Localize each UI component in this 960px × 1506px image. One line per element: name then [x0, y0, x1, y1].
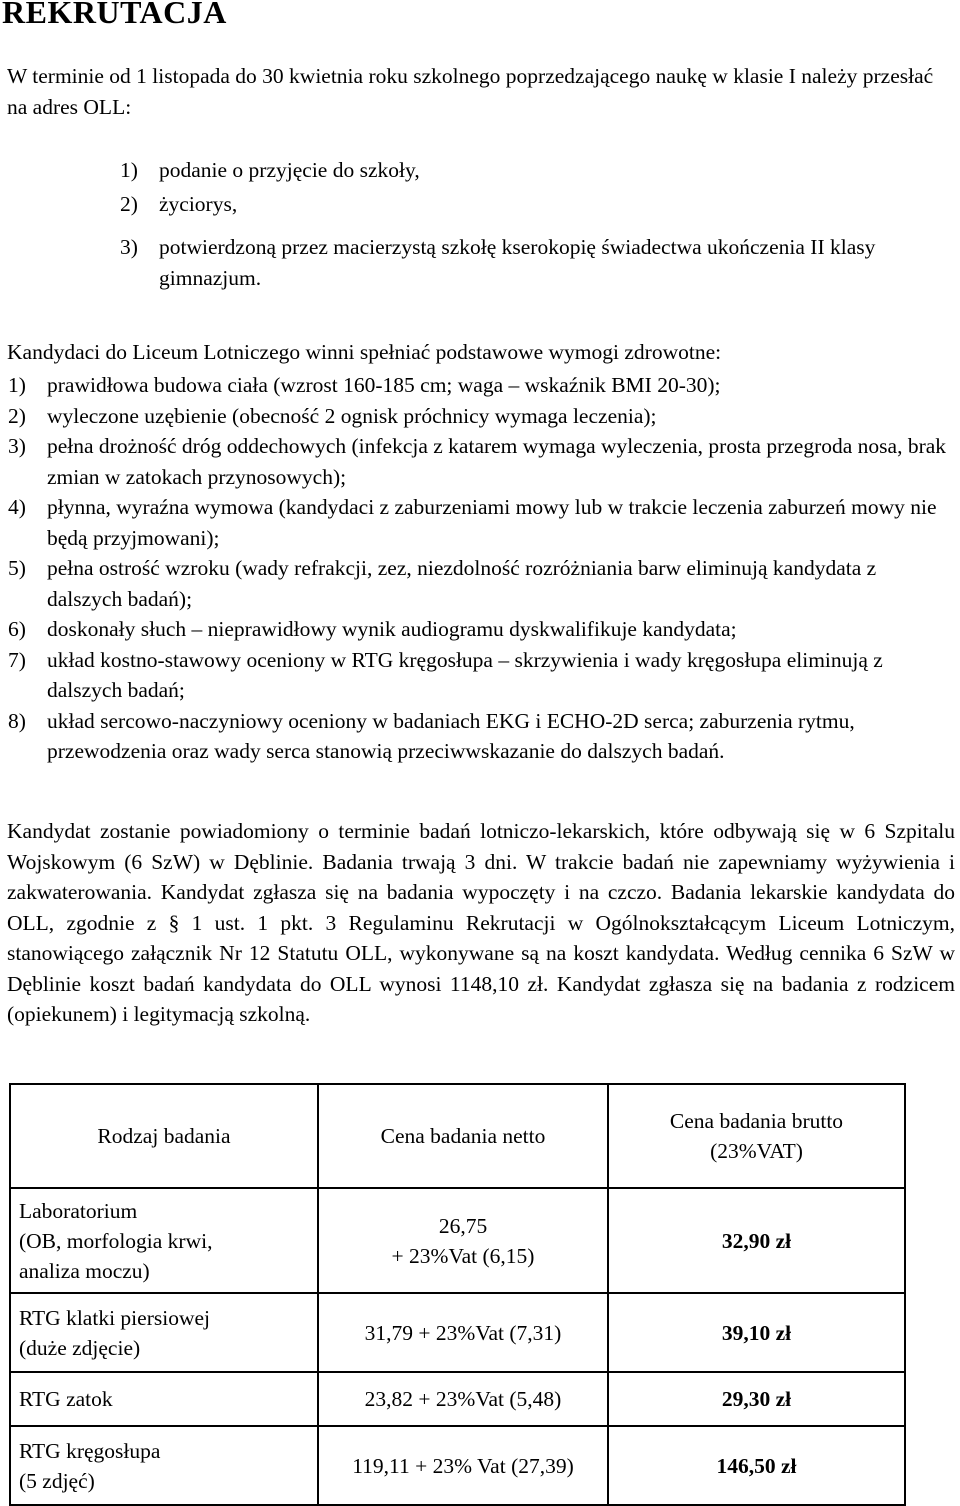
list-text: życiorys,	[159, 191, 238, 216]
list-item	[8, 401, 956, 432]
cell-line: analiza moczu)	[19, 1258, 150, 1283]
price-table	[9, 1083, 906, 1506]
list-number: 2)	[8, 403, 26, 428]
list-text: pełna ostrość wzroku (wady refrakcji, zez, niezdolność rozróżniania barw eliminują kandydata z dalszych badań);	[47, 556, 877, 611]
header-exam-type: Rodzaj badania	[10, 1084, 318, 1188]
list-number: 1)	[8, 373, 26, 397]
header-net-price: Cena badania netto	[318, 1084, 608, 1188]
list-text: potwierdzoną przez macierzystą szkołę kserokopię świadectwa ukończenia II klasy gimnazjum.	[159, 235, 876, 290]
cell-exam-type	[10, 1293, 318, 1372]
exam-notice-paragraph: Kandydat zostanie powiadomiony o terminie badań lotniczo-lekarskich, które odbywają się w 6 Szpitalu Wojskowym (6 SzW) w Dęblinie. Badania trwają 3 dni. W trakcie badań nie zapewniamy wyżywienia i zakwaterowania. Kandydat zgłasza się na badania wypoczęty i na czczo. Badania lekarskie kandydata do OLL, zgodnie z § 1 ust. 1 pkt. 3 Regulaminu Rekrutacji w Ogólnokształcącym Liceum Lotniczym, stanowiącego załącznik Nr 12 Statutu OLL, wykonywane są na koszt kandydata. Według cennika 6 SzW w Dęblinie koszt badań kandydata do OLL wynosi 1148,10 zł. Kandydat zgłasza się na badania z rodzicem (opiekunem) i legitymacją szkolną.	[7, 819, 955, 1026]
list-number: 1)	[120, 158, 138, 182]
table-row	[10, 1293, 905, 1372]
header-gross-price	[608, 1084, 905, 1188]
health-requirements-list	[8, 370, 956, 767]
cell-gross-price: 146,50 zł	[608, 1426, 905, 1505]
cell-line: + 23%Vat (6,15)	[391, 1243, 535, 1268]
list-item	[8, 492, 956, 553]
table-row	[10, 1372, 905, 1426]
header-gross-line1: Cena badania brutto	[669, 1109, 844, 1133]
list-text: prawidłowa budowa ciała (wzrost 160-185 cm; waga – wskaźnik BMI 20-30);	[47, 373, 721, 397]
page-title: REKRUTACJA	[2, 0, 227, 30]
cell-line: Laboratorium	[19, 1198, 138, 1223]
cell-gross-price: 32,90 zł	[608, 1188, 905, 1293]
list-number: 6)	[8, 617, 26, 641]
list-item	[120, 155, 950, 186]
cell-line: RTG kręgosłupa	[19, 1438, 161, 1463]
cell-line: (5 zdjęć)	[19, 1468, 95, 1493]
list-number: 3)	[120, 235, 138, 259]
list-item	[8, 706, 956, 767]
header-gross-line2: (23%VAT)	[710, 1139, 803, 1163]
intro-paragraph: W terminie od 1 listopada do 30 kwietnia roku szkolnego poprzedzającego naukę w klasie I należy przesłać na adres OLL:	[7, 64, 934, 119]
list-item	[8, 645, 956, 706]
table-row	[10, 1426, 905, 1505]
list-text: doskonały słuch – nieprawidłowy wynik audiogramu dyskwalifikuje kandydata;	[47, 617, 737, 641]
cell-net-price: 31,79 + 23%Vat (7,31)	[318, 1293, 608, 1372]
cell-exam-type: RTG zatok	[10, 1372, 318, 1426]
cell-line: (duże zdjęcie)	[19, 1335, 141, 1360]
list-number: 8)	[8, 708, 26, 733]
health-intro: Kandydaci do Liceum Lotniczego winni spełniać podstawowe wymogi zdrowotne:	[7, 340, 722, 364]
list-item	[8, 431, 956, 492]
cell-line: RTG klatki piersiowej	[19, 1305, 210, 1330]
cell-net-price: 119,11 + 23% Vat (27,39)	[318, 1426, 608, 1505]
cell-gross-price: 29,30 zł	[608, 1372, 905, 1426]
documents-list	[120, 155, 950, 293]
cell-gross-price: 39,10 zł	[608, 1293, 905, 1372]
list-text: płynna, wyraźna wymowa (kandydaci z zaburzeniami mowy lub w trakcie leczenia zaburzeń mowy nie będą przyjmowani);	[47, 495, 937, 550]
list-text: podanie o przyjęcie do szkoły,	[159, 158, 420, 182]
cell-net-price: 23,82 + 23%Vat (5,48)	[318, 1372, 608, 1426]
list-item	[120, 232, 950, 293]
list-item	[120, 189, 950, 220]
list-text: układ sercowo-naczyniowy oceniony w badaniach EKG i ECHO-2D serca; zaburzenia rytmu, przewodzenia oraz wady serca stanowią przeciwwskazanie do dalszych badań.	[47, 708, 855, 763]
list-number: 5)	[8, 556, 26, 580]
list-number: 2)	[120, 191, 138, 216]
list-item	[8, 370, 956, 401]
table-header-row	[10, 1084, 905, 1188]
list-text: pełna drożność dróg oddechowych (infekcja z katarem wymaga wyleczenia, prosta przegroda nosa, brak zmian w zatokach przynosowych);	[47, 434, 947, 489]
cell-exam-type	[10, 1188, 318, 1293]
list-item	[8, 553, 956, 614]
cell-line: 26,75	[438, 1213, 488, 1238]
list-text: układ kostno-stawowy oceniony w RTG kręgosłupa – skrzywienia i wady kręgosłupa eliminują z dalszych badań;	[47, 647, 883, 702]
list-text: wyleczone uzębienie (obecność 2 ognisk próchnicy wymaga leczenia);	[47, 403, 657, 428]
cell-exam-type	[10, 1426, 318, 1505]
list-number: 3)	[8, 434, 26, 458]
cell-net-price	[318, 1188, 608, 1293]
list-item	[8, 614, 956, 645]
table-row	[10, 1188, 905, 1293]
list-number: 7)	[8, 647, 26, 672]
list-number: 4)	[8, 495, 26, 519]
cell-line: (OB, morfologia krwi,	[19, 1228, 213, 1253]
